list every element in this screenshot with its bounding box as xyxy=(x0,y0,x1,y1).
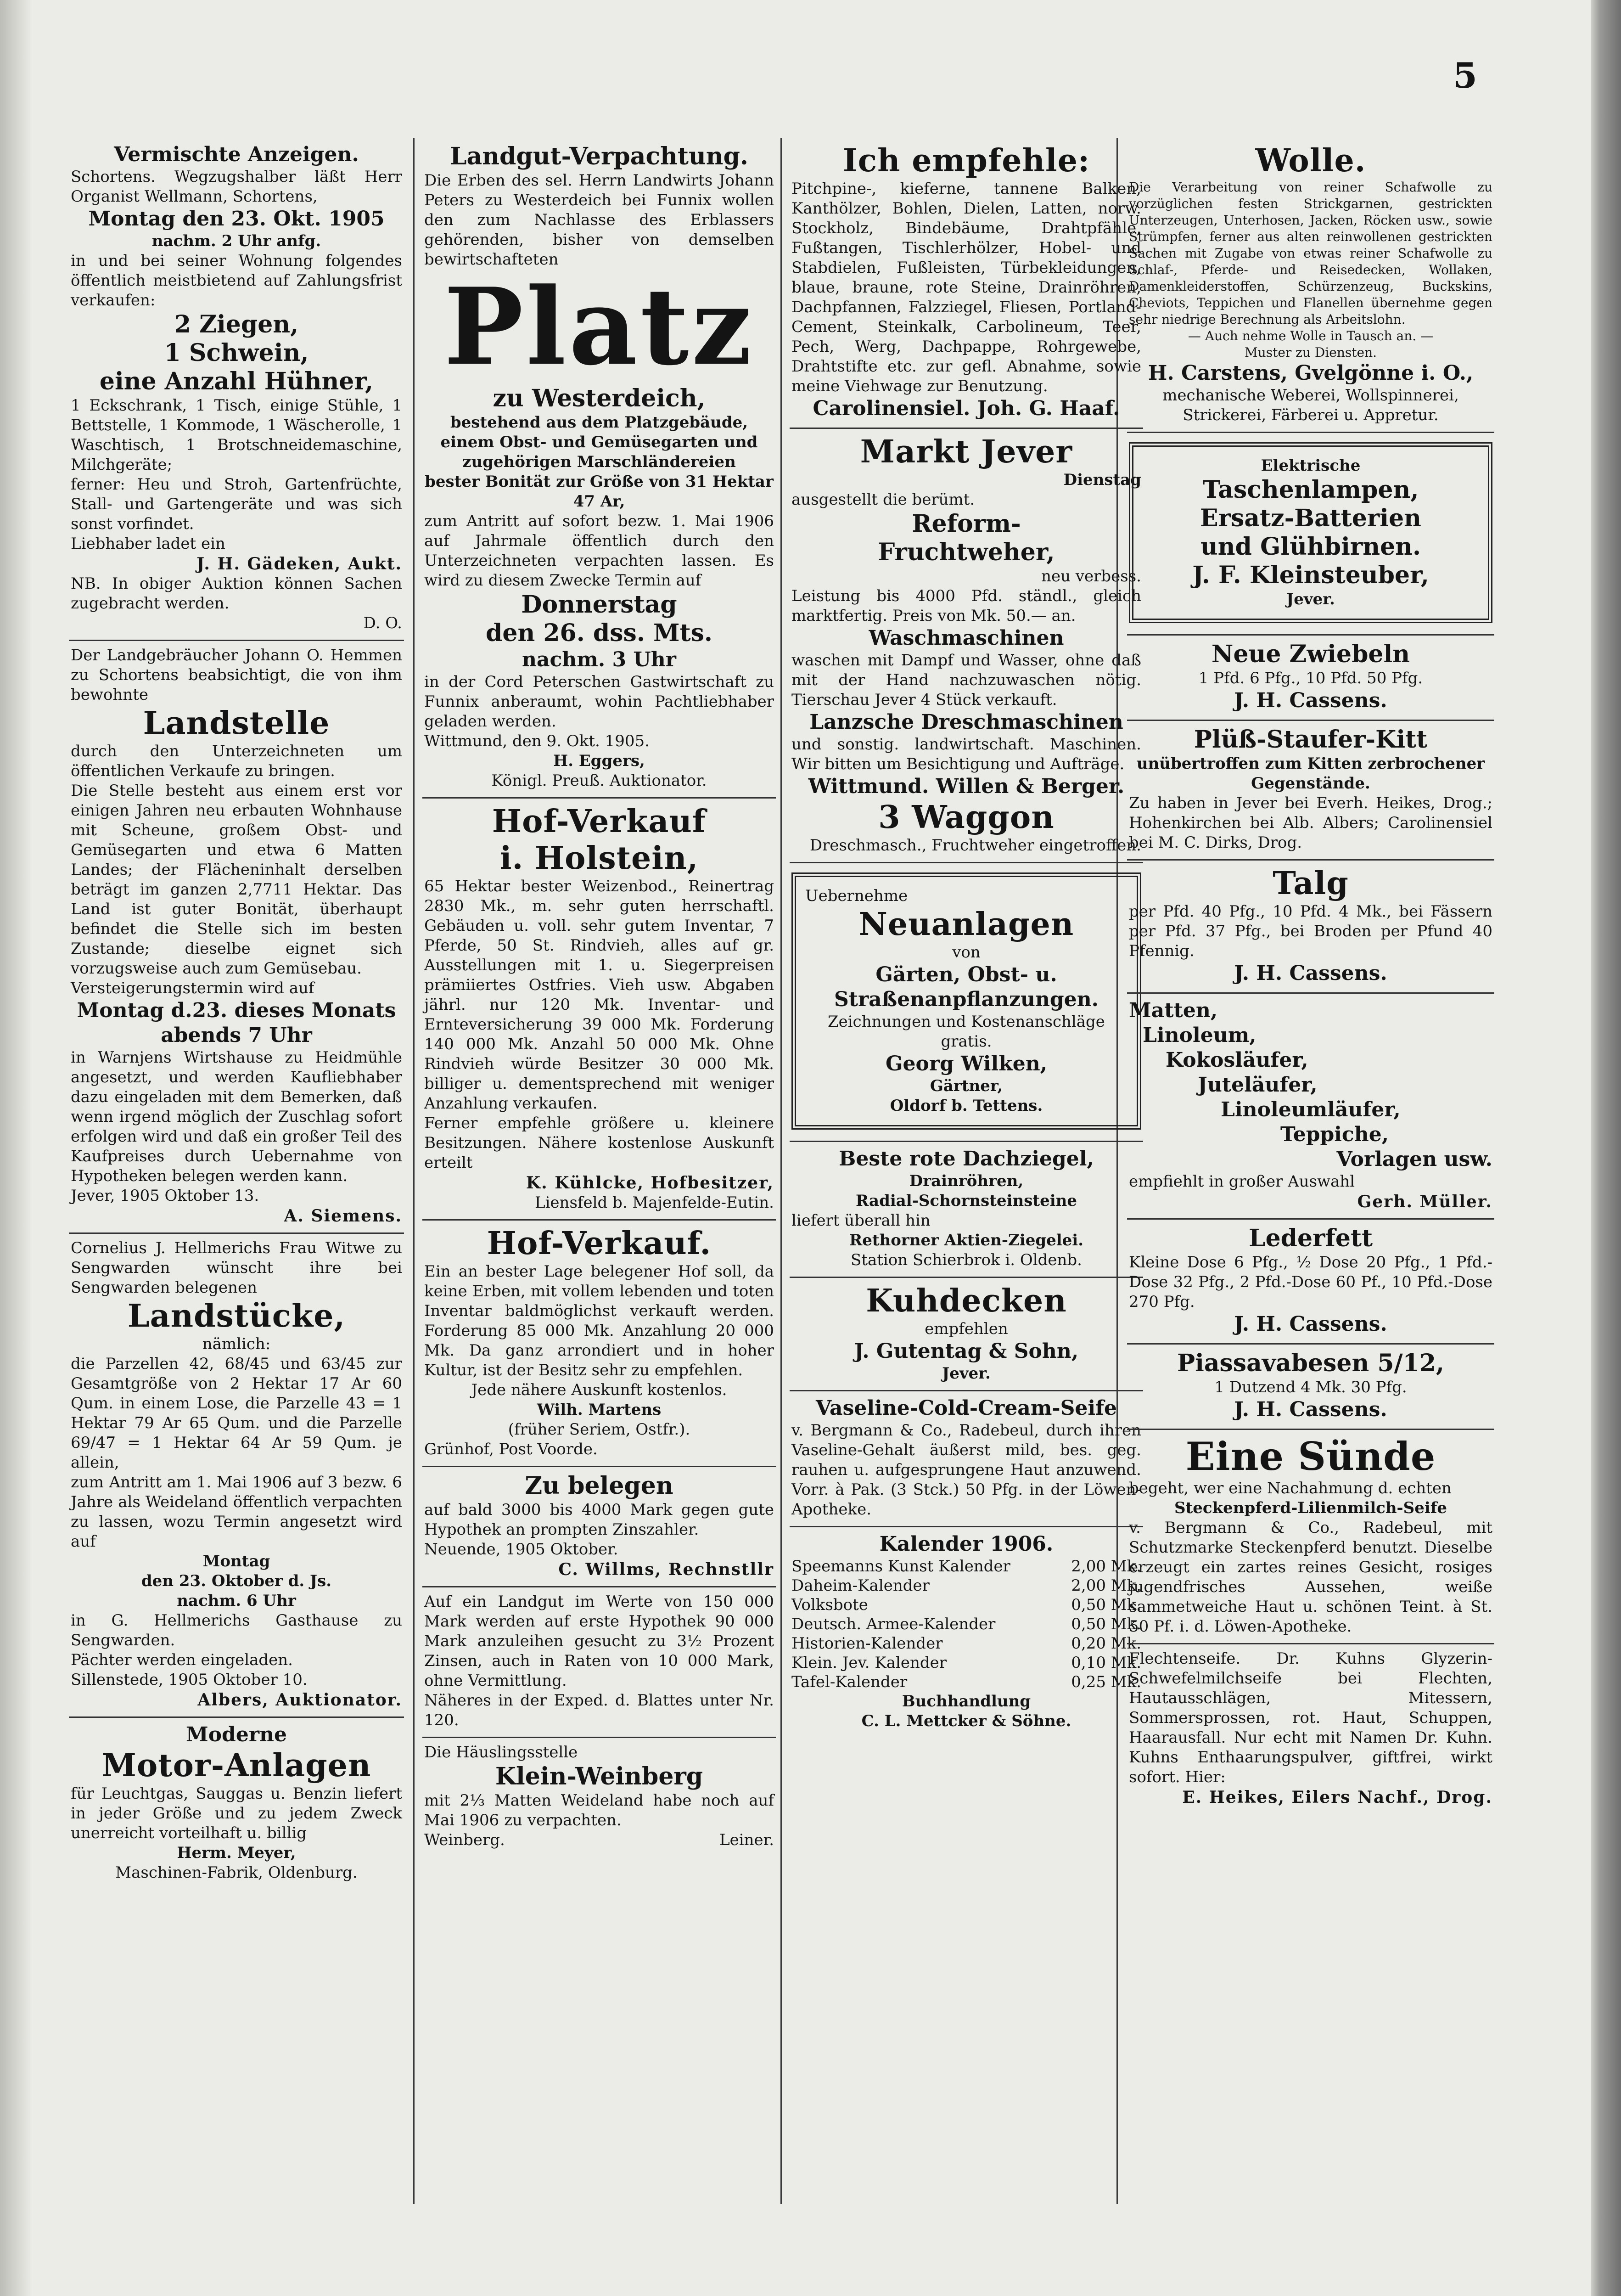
ad-title: Talg xyxy=(1273,865,1349,902)
ad-text: Zeichnungen und Kostenanschläge gratis. xyxy=(828,1013,1105,1051)
ad-title: Plüß-Staufer-Kitt xyxy=(1194,726,1428,754)
item-price: 2,00 Mk. xyxy=(1071,1576,1141,1595)
item-name: Historien-Kalender xyxy=(791,1634,943,1653)
ad-text: Versteigerungstermin wird auf xyxy=(71,979,314,997)
ad-text: auf bald 3000 bis 4000 Mark gegen gute Hypothek an prompten Zinszahler. xyxy=(424,1501,774,1539)
ad-kuhdecken xyxy=(790,1278,1143,1391)
ad-vaseline-seife xyxy=(790,1391,1143,1527)
ad-text: Station Schierbrok i. Oldenb. xyxy=(851,1251,1082,1269)
section-heading: Vermischte Anzeigen. xyxy=(114,143,359,166)
ad-frame xyxy=(1129,442,1492,623)
ad-title: Beste rote Dachziegel, xyxy=(839,1147,1094,1171)
ad-text: zum Antritt am 1. Mai 1906 auf 3 bezw. 6 Jahre als Weideland öffentlich verpachten zu lassen, wozu Termin angesetzt wird auf xyxy=(71,1473,402,1551)
ad-eine-suende xyxy=(1127,1430,1494,1644)
ad-text: Königl. Preuß. Auktionator. xyxy=(491,771,707,790)
ad-teppiche xyxy=(1127,994,1494,1220)
ad-text: ausgestellt die berümt. xyxy=(791,490,975,509)
product-heading: Waschmaschinen xyxy=(869,626,1064,650)
list-item xyxy=(791,1557,1141,1576)
ad-hypothek xyxy=(422,1587,776,1738)
ad-text: in G. Hellmerichs Gasthause zu Sengwarden. xyxy=(71,1611,402,1649)
ad-text: von xyxy=(952,943,981,962)
item-name: Daheim-Kalender xyxy=(791,1576,930,1595)
ad-text: bestehend aus dem Platzgebäude, einem Obst- und Gemüsegarten und zugehörigen Marschländereien xyxy=(440,413,758,471)
ad-text: Muster zu Diensten. xyxy=(1245,345,1377,360)
ad-text: Zu haben in Jever bei Everh. Heikes, Drog.; Hohenkirchen bei Alb. Albers; Carolinensiel bei M. C. Dirks, Drog. xyxy=(1129,794,1492,852)
list-item: Matten, xyxy=(1129,999,1218,1022)
ad-title: Wolle. xyxy=(1255,142,1366,179)
ad-neuanlagen xyxy=(790,863,1143,1142)
ad-title: Taschenlampen, xyxy=(1202,476,1419,504)
item-goats: 2 Ziegen, xyxy=(174,310,299,338)
ad-text: Neuende, 1905 Oktober. xyxy=(424,1540,618,1559)
auction-date: Donnerstag xyxy=(521,591,677,619)
signature: J. H. Cassens. xyxy=(1234,962,1387,985)
ad-dachziegel xyxy=(790,1142,1143,1278)
signature: Gerh. Müller. xyxy=(1357,1192,1492,1211)
signature: A. Siemens. xyxy=(284,1206,402,1226)
product-heading: Reform- xyxy=(912,510,1021,538)
list-item: Juteläufer, xyxy=(1198,1073,1318,1097)
item-price: 0,25 Mk. xyxy=(1071,1673,1141,1691)
ad-klein-weinberg xyxy=(422,1738,776,1857)
signature: J. H. Cassens. xyxy=(1234,1398,1387,1421)
item-price: 0,20 Mk. xyxy=(1071,1634,1141,1653)
item-chickens: eine Anzahl Hühner, xyxy=(99,367,374,395)
ad-text: in der Cord Peterschen Gastwirtschaft zu Funnix anberaumt, wohin Pachtliebhaber geladen werden. xyxy=(424,673,774,731)
ad-text: begeht, wer eine Nachahmung d. echten xyxy=(1129,1479,1452,1497)
ad-subtitle: Gärten, Obst- u. Straßenanpflanzungen. xyxy=(834,963,1099,1011)
ad-frame xyxy=(791,872,1141,1130)
signature: E. Heikes, Eilers Nachf., Drog. xyxy=(1182,1788,1492,1807)
ad-piassavabesen xyxy=(1127,1345,1494,1430)
item-name: Speemanns Kunst Kalender xyxy=(791,1557,1010,1576)
item-name: Deutsch. Armee-Kalender xyxy=(791,1615,996,1633)
item-price: 0,50 Mk. xyxy=(1071,1615,1141,1633)
signature: J. F. Kleinsteuber, xyxy=(1192,561,1429,589)
ad-kalender xyxy=(790,1527,1143,1738)
ad-flechtenseife xyxy=(1127,1644,1494,1814)
signature: Albers, Auktionator. xyxy=(197,1690,402,1710)
ad-markt-jever xyxy=(790,429,1143,863)
column-rule xyxy=(413,138,415,2204)
list-item xyxy=(791,1634,1141,1653)
ad-text: D. O. xyxy=(363,614,402,632)
ad-text: Jever. xyxy=(942,1364,991,1383)
column-1 xyxy=(69,138,404,2296)
price-list xyxy=(791,1557,1141,1692)
ad-text: Sillenstede, 1905 Oktober 10. xyxy=(71,1671,308,1689)
ad-title: Hof-Verkauf xyxy=(492,803,707,840)
ad-subtitle: Radial-Schornsteinsteine xyxy=(856,1192,1077,1210)
ad-text: NB. In obiger Auktion können Sachen zugebracht werden. xyxy=(71,574,402,613)
ad-text: Jever, 1905 Oktober 13. xyxy=(71,1187,259,1205)
item-price: 2,00 Mk. xyxy=(1071,1557,1141,1576)
ad-talg xyxy=(1127,861,1494,994)
ad-text: Pitchpine-, kieferne, tannene Balken, Kanthölzer, Bohlen, Dielen, Latten, norw. Stockholz, Bindebäume, Drahtpfähle, Fußtangen, Tischlerhölzer, Hobel- und Stabdielen, Fußleisten, Türbekleidungen, blaue, braune, rote Steine, Drainröhren, Dachpfannen, Falzziegel, Fliesen, Portland-Cement, Steinkalk, Carbolineum, Teer, Pech, Werg, Dachpappe, Rohrgewebe, Drahtstifte etc. zur gefl. Abnahme, sowie meine Viehwage zur Benutzung. xyxy=(791,180,1141,395)
ad-text: mit 2⅓ Matten Weideland habe noch auf Mai 1906 zu verpachten. xyxy=(424,1791,774,1829)
ad-title: Landstelle xyxy=(143,705,330,742)
product-name: Steckenpferd-Lilienmilch-Seife xyxy=(1174,1499,1447,1517)
ad-text: v. Bergmann & Co., Radebeul, durch ihren Vaseline-Gehalt äußerst mild, bes. geg. rauhen u. aufgesprungene Haut anzuwend. Vorr. à Pak. (3 Stck.) 50 Pfg. in der Löwen-Apotheke. xyxy=(791,1421,1141,1519)
ad-text: empfehlen xyxy=(925,1320,1008,1338)
ad-text: Cornelius J. Hellmerichs Frau Witwe zu Sengwarden wünscht ihre bei Sengwarden belegenen xyxy=(71,1239,402,1297)
ad-text: Die Stelle besteht aus einem erst vor einigen Jahren neu erbauten Wohnhause mit Scheune, großem Obst- und Gemüsegarten und etwa 6 Matten Landes; der Flächeninhalt derselben beträgt im ganzen 2,7711 Hektar. Das Land ist guter Bonität, überhaupt befindet die Stelle sich im besten Zustande; dieselbe eignet sich vorzugsweise auch zum Gemüsebau. xyxy=(71,782,402,978)
ad-title: Piassavabesen 5/12, xyxy=(1177,1349,1445,1377)
ad-title: und Glühbirnen. xyxy=(1200,533,1421,561)
ad-text: neu verbess. xyxy=(1041,567,1141,585)
ad-text: und sonstig. landwirtschaft. Maschinen. Wir bitten um Besichtigung und Aufträge. xyxy=(791,735,1141,773)
auction-time: nachm. 2 Uhr anfg. xyxy=(151,232,321,250)
ad-text: per Pfd. 40 Pfg., 10 Pfd. 4 Mk., bei Fässern per Pfd. 37 Pfg., bei Broden per Pfund 40 Pfennig. xyxy=(1129,902,1492,960)
ad-text: Wittmund, den 9. Okt. 1905. xyxy=(424,732,650,750)
ad-text: Flechtenseife. Dr. Kuhns Glyzerin-Schwefelmilchseife bei Flechten, Hautausschlägen, Mitessern, Sommersprossen, rot. Haut, Schuppen, Haarausfall. Nur echt mit Namen Dr. Kuhn. Kuhns Enthaarungspulver, giftfrei, wirkt sofort. Hier: xyxy=(1129,1649,1492,1786)
ad-title: Klein-Weinberg xyxy=(495,1762,703,1790)
ad-text: Näheres in der Exped. d. Blattes unter Nr. 120. xyxy=(424,1691,774,1729)
ad-place: Weinberg. xyxy=(424,1831,505,1849)
ad-text: Auf ein Landgut im Werte von 150 000 Mark werden auf erste Hypothek 90 000 Mark anzuleihen gesucht zu 3½ Prozent Zinsen, auch in Raten von 10 000 Mark, ohne Vermittlung. xyxy=(424,1593,774,1690)
ad-zwiebeln xyxy=(1127,636,1494,721)
ad-text: Maschinen-Fabrik, Oldenburg. xyxy=(115,1863,358,1882)
ad-text: Grünhof, Post Voorde. xyxy=(424,1440,598,1458)
ad-title: Neue Zwiebeln xyxy=(1211,640,1410,668)
ad-title: Ersatz-Batterien xyxy=(1200,504,1421,532)
signature: Wittmund. Willen & Berger. xyxy=(808,775,1125,798)
column-3 xyxy=(790,138,1143,2296)
signature: K. Kühlcke, Hofbesitzer, xyxy=(526,1173,774,1193)
ad-text: Die Verarbeitung von reiner Schafwolle zu vorzüglichen festen Strickgarnen, gestrickten Unterzeugen, Unterhosen, Jacken, Röcken usw., sowie Strümpfen, ferner aus alten reinwollenen gestrickten Sachen mit Zugabe von etwas reiner Schafwolle zu Schlaf-, Pferde- und Reisedecken, Wollaken, Damenkleiderstoffen, Schürzenzeug, Buckskins, Cheviots, Teppichen und Flanellen übernehme gegen sehr niedrige Berechnung als Arbeitslohn. xyxy=(1129,180,1492,327)
ad-text: — Auch nehme Wolle in Tausch an. — xyxy=(1188,328,1434,343)
item-pig: 1 Schwein, xyxy=(164,339,309,367)
list-item: Teppiche, xyxy=(1280,1123,1389,1146)
item-name: Volksbote xyxy=(791,1596,868,1614)
auction-date: den 26. dss. Mts. xyxy=(486,619,712,647)
item-name: Klein. Jev. Kalender xyxy=(791,1654,947,1672)
signature: Rethorner Aktien-Ziegelei. xyxy=(849,1231,1084,1249)
ad-title: Landgut-Verpachtung. xyxy=(449,142,749,170)
list-item xyxy=(791,1595,1141,1615)
ad-text: 1 Pfd. 6 Pfg., 10 Pfd. 50 Pfg. xyxy=(1198,669,1423,687)
signature: J. H. Cassens. xyxy=(1234,1312,1387,1336)
list-item xyxy=(791,1615,1141,1634)
item-price: 0,50 Mk. xyxy=(1071,1596,1141,1614)
ad-taschenlampen xyxy=(1127,433,1494,636)
ad-text: Buchhandlung xyxy=(902,1692,1031,1711)
ad-subtitle: i. Holstein, xyxy=(499,840,699,877)
product-heading: 3 Waggon xyxy=(878,799,1054,836)
ad-text: nämlich: xyxy=(202,1335,271,1353)
ad-text: die Parzellen 42, 68/45 und 63/45 zur Gesamtgröße von 2 Hektar 17 Ar 60 Qum. in einem Lose, die Parzelle 43 = 1 Hektar 79 Ar 65 Qum. und die Parzelle 69/47 = 1 Hektar 64 Ar 59 Qum. je allein, xyxy=(71,1355,402,1472)
ad-text: Ferner empfehle größere u. kleinere Besitzungen. Nähere kostenlose Auskunft erteilt xyxy=(424,1114,774,1172)
ad-text: Liebhaber ladet ein xyxy=(71,535,225,553)
ad-text: 1 Dutzend 4 Mk. 30 Pfg. xyxy=(1214,1378,1407,1396)
ad-zu-belegen xyxy=(422,1467,776,1587)
ad-hof-verkauf xyxy=(422,1221,776,1467)
ad-subtitle: zu Westerdeich, xyxy=(493,384,706,412)
auction-time: abends 7 Uhr xyxy=(161,1024,312,1047)
ad-text: Schortens. Wegzugshalber läßt Herr Organist Wellmann, Schortens, xyxy=(71,168,402,206)
ad-text: Oldorf b. Tettens. xyxy=(890,1097,1043,1115)
ad-title: Lederfett xyxy=(1249,1224,1373,1252)
list-item: Linoleum, xyxy=(1143,1024,1256,1047)
signature: Herm. Meyer, xyxy=(177,1844,296,1862)
ad-text: Der Landgebräucher Johann O. Hemmen zu Schortens beabsichtigt, die von ihm bewohnte xyxy=(71,646,402,704)
ad-subtitle: unübertroffen zum Kitten zerbrochener Gegenstände. xyxy=(1136,754,1485,793)
ad-text: in Warnjens Wirtshause zu Heidmühle angesetzt, und werden Kaufliebhaber dazu eingeladen mit dem Bemerken, daß wenn irgend möglich der Zuschlag sofort erfolgen wird und daß ein großer Teil des Kaufpreises durch Uebernahme von Hypotheken belegen werden kann. xyxy=(71,1048,402,1185)
ad-title: Neuanlagen xyxy=(858,906,1074,943)
ad-text: Dreschmasch., Fruchtweher eingetroffen. xyxy=(809,836,1141,855)
page-number: 5 xyxy=(1453,55,1477,96)
auction-date: den 23. Oktober d. Js. xyxy=(141,1572,332,1590)
ad-text: Jede nähere Auskunft kostenlos. xyxy=(471,1381,727,1399)
list-item xyxy=(791,1576,1141,1595)
auction-time: nachm. 3 Uhr xyxy=(522,648,676,671)
signature: Carolinensiel. Joh. G. Haaf. xyxy=(813,397,1120,420)
ad-kitt xyxy=(1127,721,1494,861)
ad-landstelle xyxy=(69,641,404,1234)
signature: C. Willms, Rechnstllr xyxy=(558,1560,774,1579)
signature: H. Eggers, xyxy=(553,752,645,770)
column-4 xyxy=(1127,138,1494,2296)
ad-text: in und bei seiner Wohnung folgendes öffentlich meistbietend auf Zahlungsfrist verkaufen: xyxy=(71,252,402,310)
ad-title: Ich empfehle: xyxy=(842,142,1090,179)
ad-hof-verkauf-holstein xyxy=(422,799,776,1221)
ad-title: Landstücke, xyxy=(127,1298,346,1334)
signature: Georg Wilken, xyxy=(885,1052,1048,1075)
list-item: Kokosläufer, xyxy=(1166,1048,1308,1072)
auction-date: Montag d.23. dieses Monats xyxy=(77,999,396,1022)
ad-wolle xyxy=(1127,138,1494,433)
ad-lederfett xyxy=(1127,1220,1494,1345)
ad-text: Leistung bis 4000 Pfd. ständl., gleich marktfertig. Preis von Mk. 50.— an. xyxy=(791,587,1141,625)
signature: J. H. Cassens. xyxy=(1234,689,1387,712)
ad-title: Zu belegen xyxy=(525,1472,673,1500)
ad-text: ferner: Heu und Stroh, Gartenfrüchte, Stall- und Gartengeräte und was sich sonst vorfindet. xyxy=(71,475,402,533)
product-heading: Fruchtweher, xyxy=(878,538,1055,566)
item-price: 0,10 Mk. xyxy=(1071,1654,1141,1672)
ad-text: 65 Hektar bester Weizenbod., Reinertrag 2830 Mk., m. sehr guten herrschaftl. Gebäuden u. voll. sehr gutem Inventar, 7 Pferde, 50 St. Rindvieh, alles auf gr. Ausstellungen mit 1. u. Siegerpreisen prämiiertes Ostfries. Vieh usw. Abgaben jährl. nur 120 Mk. Inventar- und Ernteversicherung 39 000 Mk. Forderung 140 000 Mk. Anzahl 50 000 Mk. Ohne Rindvieh würde Besitzer 30 000 Mk. billiger u. dementsprechend mit weniger Anzahlung verkaufen. xyxy=(424,877,774,1113)
product-heading: Lanzsche Dreschmaschinen xyxy=(809,710,1123,734)
ad-big-title: Platz xyxy=(443,265,755,389)
signature: Wilh. Martens xyxy=(537,1401,662,1419)
page-edge xyxy=(1591,0,1621,2296)
signature: J. Gutentag & Sohn, xyxy=(854,1339,1079,1363)
ad-text: waschen mit Dampf und Wasser, ohne daß mit der Hand nachzuwaschen nötig. Tierschau Jever 4 Stück verkauft. xyxy=(791,651,1141,709)
column-rule xyxy=(780,138,782,2204)
binding-shadow xyxy=(0,0,32,2296)
ad-text: 1 Eckschrank, 1 Tisch, einige Stühle, 1 Bettstelle, 1 Kommode, 1 Wäscherolle, 1 Waschtisch, 1 Brotschneidemaschine, Milchgeräte; xyxy=(71,396,402,474)
list-item: Vorlagen usw. xyxy=(1336,1148,1492,1171)
ad-text: (früher Seriem, Ostfr.). xyxy=(508,1420,690,1439)
ad-title: Hof-Verkauf. xyxy=(487,1225,712,1262)
list-item xyxy=(791,1653,1141,1672)
ad-title: Markt Jever xyxy=(860,433,1073,470)
ad-text: Uebernehme xyxy=(805,887,908,905)
auction-time: nachm. 6 Uhr xyxy=(177,1592,296,1610)
signature: C. L. Mettcker & Söhne. xyxy=(861,1712,1071,1730)
ad-text: empfiehlt in großer Auswahl xyxy=(1129,1172,1355,1191)
item-name: Tafel-Kalender xyxy=(791,1673,908,1691)
auction-date: Montag xyxy=(202,1552,270,1570)
ad-text: zum Antritt auf sofort bezw. 1. Mai 1906 auf Jahrmale öffentlich durch den Unterzeichneten verpachten lassen. Es wird zu diesem Zwecke Termin auf xyxy=(424,512,774,590)
ad-footer xyxy=(424,1830,774,1850)
ad-subtitle: Elektrische xyxy=(1261,456,1361,475)
ad-text: bester Bonität zur Größe von 31 Hektar 47 Ar, xyxy=(425,473,774,511)
auction-date: Montag den 23. Okt. 1905 xyxy=(88,207,385,231)
ad-title: Kalender 1906. xyxy=(879,1532,1054,1556)
ad-title: Kuhdecken xyxy=(866,1283,1067,1319)
column-2 xyxy=(422,138,776,2296)
list-item: Linoleumläufer, xyxy=(1221,1098,1401,1121)
ad-title: Vaseline-Cold-Cream-Seife xyxy=(815,1396,1117,1420)
ad-title: Motor-Anlagen xyxy=(101,1747,371,1784)
ad-text: für Leuchtgas, Sauggas u. Benzin liefert in jeder Größe und zu jedem Zweck unerreicht vorteilhaft u. billig xyxy=(71,1784,402,1842)
ad-text: Gärtner, xyxy=(930,1077,1003,1095)
ad-motor-anlagen xyxy=(69,1718,404,1889)
ad-schortens-auction xyxy=(69,138,404,641)
ad-text: Liensfeld b. Majenfelde-Eutin. xyxy=(534,1193,774,1212)
ad-text: durch den Unterzeichneten um öffentlichen Verkaufe zu bringen. xyxy=(71,742,402,780)
ad-ich-empfehle xyxy=(790,138,1143,429)
ad-landstuecke xyxy=(69,1234,404,1718)
ad-title: Eine Sünde xyxy=(1185,1434,1436,1479)
ad-text: Die Häuslingsstelle xyxy=(424,1743,578,1761)
ad-text: liefert überall hin xyxy=(791,1211,931,1230)
ad-text: Jever. xyxy=(1286,590,1335,608)
ad-text: Die Erben des sel. Herrn Landwirts Johann Peters zu Westerdeich bei Funnix wollen den zum Nachlasse des Erblassers gehörenden, bisher von demselben bewirtschafteten xyxy=(424,171,774,269)
ad-subtitle: Moderne xyxy=(186,1723,287,1746)
list-item xyxy=(791,1672,1141,1692)
signature: J. H. Gädeken, Aukt. xyxy=(196,554,402,574)
ad-landgut-verpachtung xyxy=(422,138,776,799)
ad-text: mechanische Weberei, Wollspinnerei, Strickerei, Färberei u. Appretur. xyxy=(1162,386,1459,424)
ad-subtitle: Drainröhren, xyxy=(909,1172,1024,1190)
ad-text: v. Bergmann & Co., Radebeul, mit Schutzmarke Steckenpferd benutzt. Dieselbe erzeugt ein zartes reines Gesicht, rosiges jugendfrisches Aussehen, weiße sammetweiche Haut u. schönen Teint. à St. 50 Pf. i. d. Löwen-Apotheke. xyxy=(1129,1519,1492,1636)
ad-text: Kleine Dose 6 Pfg., ½ Dose 20 Pfg., 1 Pfd.-Dose 32 Pfg., 2 Pfd.-Dose 60 Pf., 10 Pfd.-Dose 270 Pfg. xyxy=(1129,1253,1492,1311)
ad-text: Pächter werden eingeladen. xyxy=(71,1651,293,1669)
signature: H. Carstens, Gvelgönne i. O., xyxy=(1148,361,1474,385)
ad-day: Dienstag xyxy=(1063,471,1141,489)
signature: Leiner. xyxy=(719,1831,774,1849)
ad-text: Ein an bester Lage belegener Hof soll, da keine Erben, mit vollem lebenden und toten Inventar baldmöglichst verkauft werden. Forderung 85 000 Mk. Anzahlung 20 000 Mk. Da ganz arrondiert und in hoher Kultur, ist der Besitz sehr zu empfehlen. xyxy=(424,1262,774,1379)
